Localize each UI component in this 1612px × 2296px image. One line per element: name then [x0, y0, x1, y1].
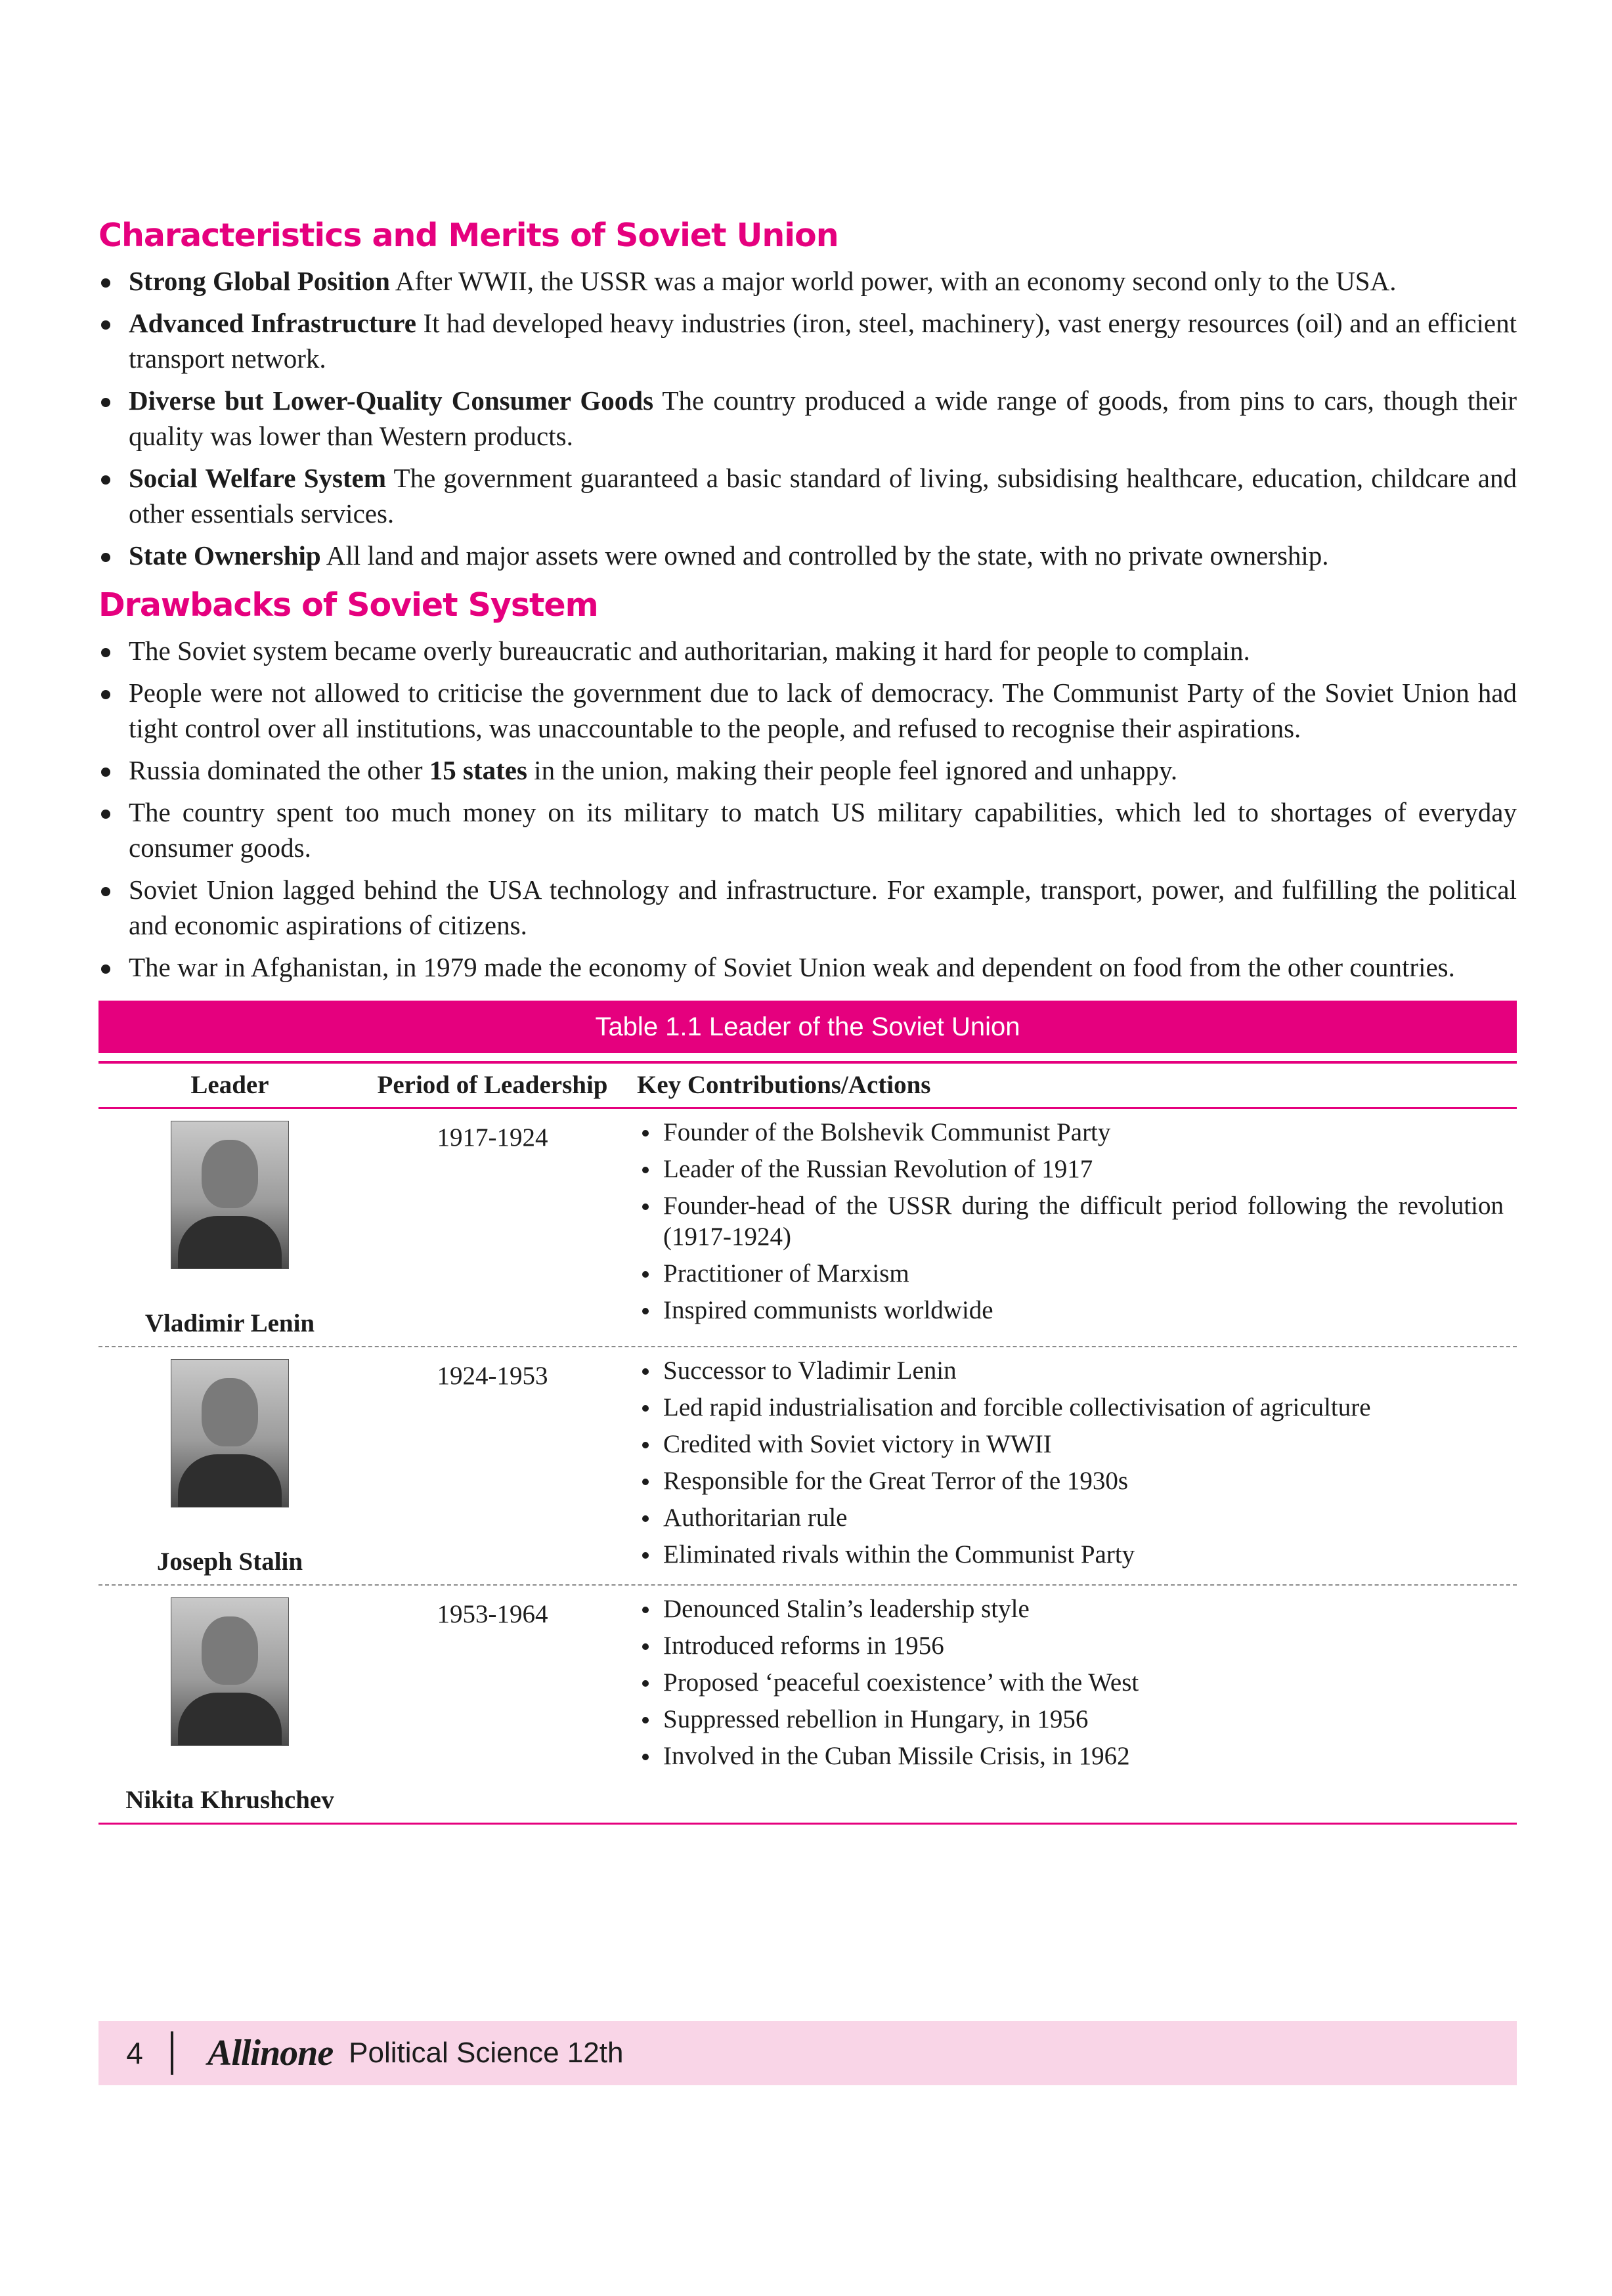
list-item: Founder of the Bolshevik Communist Party	[637, 1117, 1504, 1148]
item-term: Social Welfare System	[129, 462, 386, 493]
drawbacks-list	[98, 633, 1517, 985]
list-item: The war in Afghanistan, in 1979 made the economy of Soviet Union weak and dependent on food from the other countries.	[98, 949, 1517, 985]
header-leader: Leader	[190, 1071, 269, 1100]
table-row	[98, 1109, 1517, 1347]
actions-list	[637, 1586, 1504, 1783]
list-item: Responsible for the Great Terror of the 1930s	[637, 1465, 1504, 1496]
leader-portrait-image	[171, 1597, 289, 1746]
item-term: State Ownership	[129, 540, 321, 571]
item-term: Advanced Infrastructure	[129, 307, 416, 338]
list-item: Led rapid industrialisation and forcible collectivisation of agriculture	[637, 1392, 1504, 1423]
list-item: Leader of the Russian Revolution of 1917	[637, 1154, 1504, 1184]
item-term: Diverse but Lower-Quality Consumer Goods	[129, 385, 654, 416]
actions-list	[637, 1109, 1504, 1337]
list-item: Inspired communists worldwide	[637, 1295, 1504, 1326]
list-item	[98, 383, 1517, 454]
list-item	[98, 263, 1517, 299]
section-heading-merits: Characteristics and Merits of Soviet Union	[98, 217, 839, 254]
page-content	[98, 217, 1517, 1825]
leader-period: 1924-1953	[437, 1361, 548, 1390]
list-item: Practitioner of Marxism	[637, 1258, 1504, 1289]
item-bold: 15 states	[429, 754, 527, 785]
list-item: Denounced Stalin’s leadership style	[637, 1593, 1504, 1624]
list-item: Eliminated rivals within the Communist Party	[637, 1539, 1504, 1570]
list-item: Involved in the Cuban Missile Crisis, in 1962	[637, 1741, 1504, 1771]
list-item	[98, 752, 1517, 788]
leader-name: Nikita Khrushchev	[125, 1785, 334, 1814]
list-item	[98, 305, 1517, 376]
leader-name: Joseph Stalin	[156, 1547, 303, 1576]
header-actions: Key Contributions/Actions	[637, 1071, 931, 1100]
item-text: in the union, making their people feel ignored and unhappy.	[527, 754, 1178, 785]
footer-divider	[171, 2031, 173, 2075]
list-item: The country spent too much money on its military to match US military capabilities, which led to shortages of everyday consumer goods.	[98, 794, 1517, 865]
list-item: Proposed ‘peaceful coexistence’ with the West	[637, 1667, 1504, 1698]
actions-cell	[624, 1586, 1517, 1823]
list-item: Soviet Union lagged behind the USA technology and infrastructure. For example, transport, power, and fulfilling the political and economic aspirations of citizens.	[98, 872, 1517, 943]
leader-period: 1917-1924	[437, 1123, 548, 1152]
leader-portrait-image	[171, 1121, 289, 1269]
page-footer	[98, 2021, 1517, 2085]
list-item: Authoritarian rule	[637, 1502, 1504, 1533]
table-row	[98, 1586, 1517, 1825]
item-text: The government guaranteed a basic standard of living, subsidising healthcare, education, childcare and other essentials services.	[129, 462, 1517, 529]
item-text: Russia dominated the other	[129, 754, 429, 785]
list-item: Successor to Vladimir Lenin	[637, 1355, 1504, 1386]
list-item: People were not allowed to criticise the government due to lack of democracy. The Communist Party of the Soviet Union had tight control over all institutions, was unaccountable to the people, and refused to recognise their aspirations.	[98, 675, 1517, 746]
table-header-row	[98, 1064, 1517, 1109]
table-caption: Table 1.1 Leader of the Soviet Union	[98, 1001, 1517, 1053]
actions-cell	[624, 1347, 1517, 1584]
list-item	[98, 538, 1517, 573]
header-period: Period of Leadership	[377, 1071, 608, 1100]
leader-period: 1953-1964	[437, 1599, 548, 1628]
actions-cell	[624, 1109, 1517, 1346]
merits-list	[98, 263, 1517, 573]
section-heading-drawbacks: Drawbacks of Soviet System	[98, 586, 598, 624]
leader-cell	[98, 1109, 361, 1346]
actions-list	[637, 1347, 1504, 1581]
leader-cell	[98, 1347, 361, 1584]
list-item: Credited with Soviet victory in WWII	[637, 1429, 1504, 1460]
page-number: 4	[126, 2036, 143, 2070]
leader-name: Vladimir Lenin	[144, 1309, 315, 1337]
brand-logo: Allinone	[207, 2033, 334, 2073]
book-title: Political Science 12th	[349, 2037, 624, 2069]
leader-portrait-image	[171, 1359, 289, 1507]
item-term: Strong Global Position	[129, 265, 390, 296]
item-text: After WWII, the USSR was a major world power, with an economy second only to the USA.	[389, 265, 1397, 296]
leader-cell	[98, 1586, 361, 1823]
list-item: Founder-head of the USSR during the difficult period following the revolution (1917-1924)	[637, 1190, 1504, 1252]
item-text: The country produced a wide range of goods, from pins to cars, though their quality was lower than Western products.	[129, 385, 1517, 451]
list-item: Suppressed rebellion in Hungary, in 1956	[637, 1704, 1504, 1735]
table-row	[98, 1347, 1517, 1586]
list-item: The Soviet system became overly bureaucratic and authoritarian, making it hard for people to complain.	[98, 633, 1517, 668]
item-text: It had developed heavy industries (iron, steel, machinery), vast energy resources (oil) and an efficient transport network.	[129, 307, 1517, 374]
list-item	[98, 460, 1517, 531]
item-text: All land and major assets were owned and controlled by the state, with no private ownership.	[320, 540, 1329, 571]
list-item: Introduced reforms in 1956	[637, 1630, 1504, 1661]
